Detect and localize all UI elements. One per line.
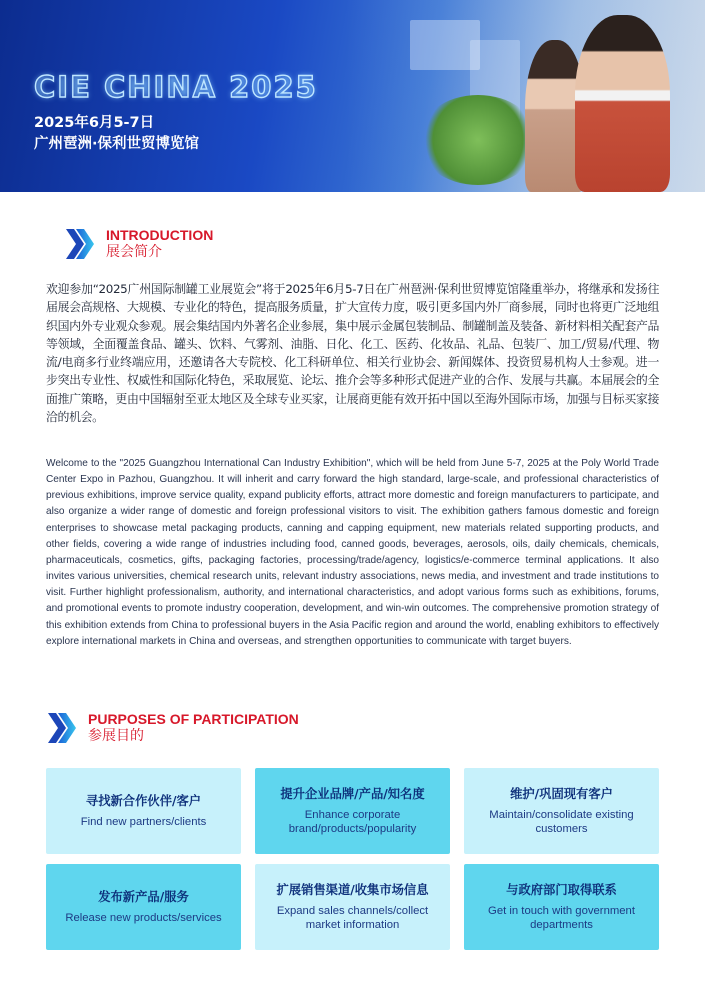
- purpose-card-title-en: Release new products/services: [65, 911, 222, 924]
- purposes-heading: [46, 711, 299, 745]
- hero-banner: [0, 0, 705, 192]
- introduction-heading: [64, 227, 213, 261]
- purpose-card: [464, 768, 659, 854]
- banner-date: 2025年6月5-7日: [34, 115, 155, 131]
- purpose-card-title-zh: 寻找新合作伙伴/客户: [85, 793, 202, 808]
- purposes-title-zh: 参展目的: [88, 728, 144, 744]
- introduction-body-en: Welcome to the "2025 Guangzhou International Can Industry Exhibition", which will be held from June 5-7, 2025 at the Poly World Trade Center Expo in Pazhou, Guangzhou. It will inherit and carry forward the high standard, large-scale, and professional characteristics of previous exhibitions, improve service quality, expand publicity efforts, attract more domestic and foreign manufacturers to participate, and also organize a wider range of domestic and foreign professional visitors to visit. The exhibition gathers famous domestic and foreign enterprises to showcase metal packaging products, canning and capping equipment, new materials related supporting products, and other fields, covering a wide range of industries including food, canned goods, beverages, aerosols, oils, daily chemicals, chemicals, pharmaceuticals, cosmetics, gifts, packaging factories, processing/trade/agency, logistics/e-commerce terminal applications. It also invites various universities, chemical research units, relevant industry associations, news media, and investment and trade institutions to visit. Further highlight professionalism, authority, and international characteristics, and adopt various forms such as exhibitions, forums, and promotional events to promote industry cooperation, development, and win-win outcomes. The comprehensive promotion strategy of this exhibition extends from China to professional buyers in the Asia Pacific region and around the world, enabling exhibitors to effectively explore international markets in China and overseas, and strengthen opportunities to communicate with target buyers.: [46, 458, 659, 647]
- purpose-card-title-en: Get in touch with government departments: [488, 904, 635, 931]
- double-chevron-icon: [64, 227, 96, 261]
- banner-photo-person: [575, 15, 670, 192]
- purpose-card-title-zh: 与政府部门取得联系: [506, 882, 617, 897]
- purpose-card: [255, 864, 450, 950]
- purpose-card-title-en: Maintain/consolidate existing customers: [489, 808, 634, 835]
- purpose-card-title-zh: 扩展销售渠道/收集市场信息: [276, 882, 429, 897]
- purpose-card-title-en: Enhance corporate brand/products/popularity: [288, 808, 417, 835]
- purpose-card: [46, 768, 241, 854]
- purposes-title-en: PURPOSES OF PARTICIPATION: [88, 711, 299, 727]
- purpose-card-title-zh: 提升企业品牌/产品/知名度: [280, 786, 425, 801]
- purposes-card-grid: [46, 768, 659, 950]
- introduction-body-zh: 欢迎参加“2025广州国际制罐工业展览会”将于2025年6月5-7日在广州琶洲·保利世贸博览馆隆重举办，将继承和发扬往届展会高规格、大规模、专业化的特色，提高服务质量，扩大宣传力度，吸引更多国内外厂商参展，同时也将更广泛地组织国内外专业观众参观。展会集结国内外著名企业参展，集中展示金属包装制品、制罐制盖及装备、新材料相关配套产品等领域，全面覆盖食品、罐头、饮料、气雾剂、油脂、日化、化工、医药、化妆品、礼品、包装厂、加工/贸易/代理、物流/电商多行业终端应用，还邀请各大专院校、化工科研单位、相关行业协会、新闻媒体、投资贸易机构人士参观。进一步突出专业性、权威性和国际化特色，采取展览、论坛、推介会等多种形式促进产业的合作、发展与共赢。本届展会的全面推广策略，更由中国辐射至亚太地区及全球专业买家，让展商更能有效开拓中国以至海外国际市场，加强与目标买家接洽的机会。: [46, 282, 659, 425]
- double-chevron-icon: [46, 711, 78, 745]
- purpose-card-title-zh: 维护/巩固现有客户: [510, 786, 613, 801]
- banner-photo-plant: [418, 95, 538, 185]
- purpose-card-title-en: Find new partners/clients: [80, 815, 207, 828]
- introduction-title-en: INTRODUCTION: [106, 227, 214, 243]
- purpose-card: [255, 768, 450, 854]
- purpose-card: [464, 864, 659, 950]
- banner-venue: 广州琶洲·保利世贸博览馆: [34, 136, 200, 152]
- purpose-card-title-zh: 发布新产品/服务: [98, 889, 189, 904]
- purpose-card: [46, 864, 241, 950]
- introduction-title-zh: 展会简介: [106, 244, 162, 260]
- purpose-card-title-en: Expand sales channels/collect market information: [276, 904, 429, 931]
- banner-title: CIE CHINA 2025: [34, 70, 318, 104]
